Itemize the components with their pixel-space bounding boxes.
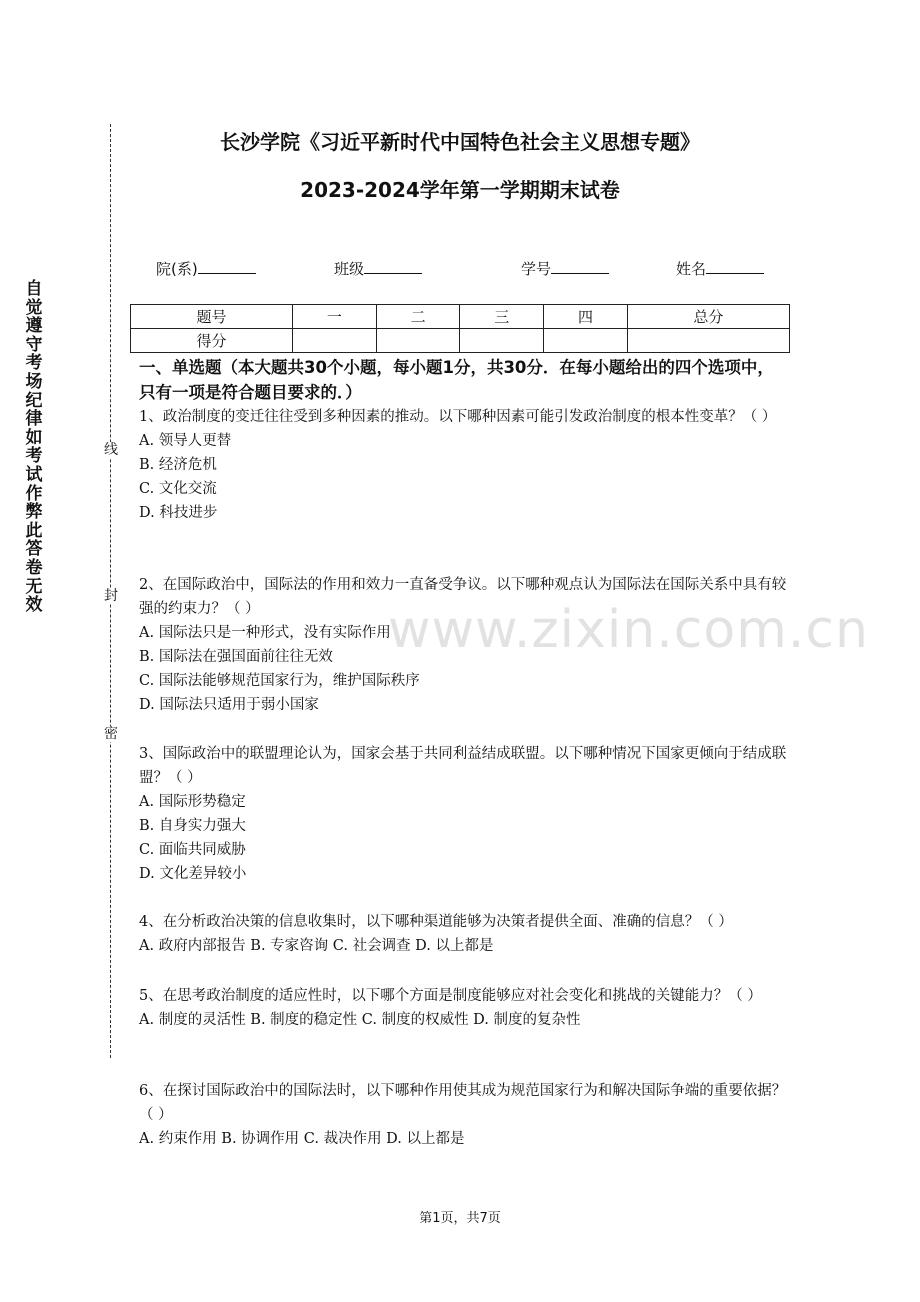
question-option: B. 国际法在强国面前往往无效 xyxy=(139,649,333,665)
question-5 xyxy=(139,984,789,1032)
exam-title: 长沙学院《习近平新时代中国特色社会主义思想专题》 xyxy=(220,130,700,154)
department-field xyxy=(156,258,256,279)
question-option: D. 国际法只适用于弱小国家 xyxy=(139,697,319,713)
class-field xyxy=(334,258,422,279)
class-label: 班级 xyxy=(334,260,365,278)
score-table-score-row xyxy=(131,329,790,353)
score-cell xyxy=(627,329,789,353)
question-option: A. 领导人更替 xyxy=(139,433,232,449)
page-number: 第1页，共7页 xyxy=(419,1211,501,1226)
exam-discipline-warning: 自觉遵守考场纪律如考试作弊此答卷无效 xyxy=(25,279,43,616)
question-option: C. 面临共同威胁 xyxy=(139,842,246,858)
score-cell xyxy=(293,329,377,353)
question-option: A. 国际法只是一种形式，没有实际作用 xyxy=(139,625,391,641)
student-id-label: 学号 xyxy=(521,260,552,278)
department-label: 院(系) xyxy=(156,260,198,278)
name-field xyxy=(676,258,764,279)
score-cell xyxy=(376,329,460,353)
question-stem: 1、政治制度的变迁往往受到多种因素的推动。以下哪种因素可能引发政治制度的根本性变革？（ ） xyxy=(139,409,777,425)
score-header-cell: 二 xyxy=(376,305,460,329)
score-row-label: 得分 xyxy=(131,329,293,353)
question-option: A. 制度的灵活性 B. 制度的稳定性 C. 制度的权威性 D. 制度的复杂性 xyxy=(139,1012,581,1028)
exam-subtitle: 2023-2024学年第一学期期末试卷 xyxy=(300,178,620,202)
question-option: B. 自身实力强大 xyxy=(139,818,246,834)
section-heading: 一、单选题（本大题共30个小题，每小题1分，共30分．在每小题给出的四个选项中，只有一项是符合题目要求的．） xyxy=(139,358,774,402)
score-header-cell: 四 xyxy=(544,305,628,329)
question-option: B. 经济危机 xyxy=(139,457,217,473)
score-table-header-row xyxy=(131,305,790,329)
score-header-cell: 一 xyxy=(293,305,377,329)
score-header-cell: 题号 xyxy=(131,305,293,329)
class-blank xyxy=(364,259,422,274)
score-cell xyxy=(544,329,628,353)
question-stem: 2、在国际政治中，国际法的作用和效力一直备受争议。以下哪种观点认为国际法在国际关系中具有较强的约束力？（ ） xyxy=(139,577,787,617)
score-table xyxy=(130,304,790,353)
question-stem: 6、在探讨国际政治中的国际法时，以下哪种作用使其成为规范国家行为和解决国际争端的重要依据？（ ） xyxy=(139,1083,787,1123)
score-cell xyxy=(460,329,544,353)
student-id-field xyxy=(521,258,609,279)
cut-line-label-line: 线 xyxy=(104,442,118,458)
name-label: 姓名 xyxy=(676,260,707,278)
question-stem: 5、在思考政治制度的适应性时，以下哪个方面是制度能够应对社会变化和挑战的关键能力？（ ） xyxy=(139,988,762,1004)
score-header-cell: 三 xyxy=(460,305,544,329)
cut-line-label-secret: 密 xyxy=(104,726,118,742)
name-blank xyxy=(706,259,764,274)
cut-line-label-seal: 封 xyxy=(104,588,118,604)
question-option: A. 国际形势稳定 xyxy=(139,794,246,810)
question-1 xyxy=(139,405,789,525)
watermark: www.zixin.com.cn xyxy=(388,600,869,660)
question-option: D. 科技进步 xyxy=(139,505,218,521)
question-3 xyxy=(139,742,789,886)
score-header-cell: 总分 xyxy=(627,305,789,329)
question-6 xyxy=(139,1079,789,1151)
question-option: C. 国际法能够规范国家行为，维护国际秩序 xyxy=(139,673,420,689)
student-id-blank xyxy=(551,259,609,274)
department-blank xyxy=(198,259,256,274)
question-option: A. 约束作用 B. 协调作用 C. 裁决作用 D. 以上都是 xyxy=(139,1131,465,1147)
question-stem: 4、在分析政治决策的信息收集时，以下哪种渠道能够为决策者提供全面、准确的信息？（ ） xyxy=(139,914,733,930)
question-option: D. 文化差异较小 xyxy=(139,866,247,882)
question-option: C. 文化交流 xyxy=(139,481,217,497)
question-stem: 3、国际政治中的联盟理论认为，国家会基于共同利益结成联盟。以下哪种情况下国家更倾向于结成联盟？（ ） xyxy=(139,746,787,786)
question-4 xyxy=(139,910,789,958)
question-option: A. 政府内部报告 B. 专家咨询 C. 社会调查 D. 以上都是 xyxy=(139,938,494,954)
